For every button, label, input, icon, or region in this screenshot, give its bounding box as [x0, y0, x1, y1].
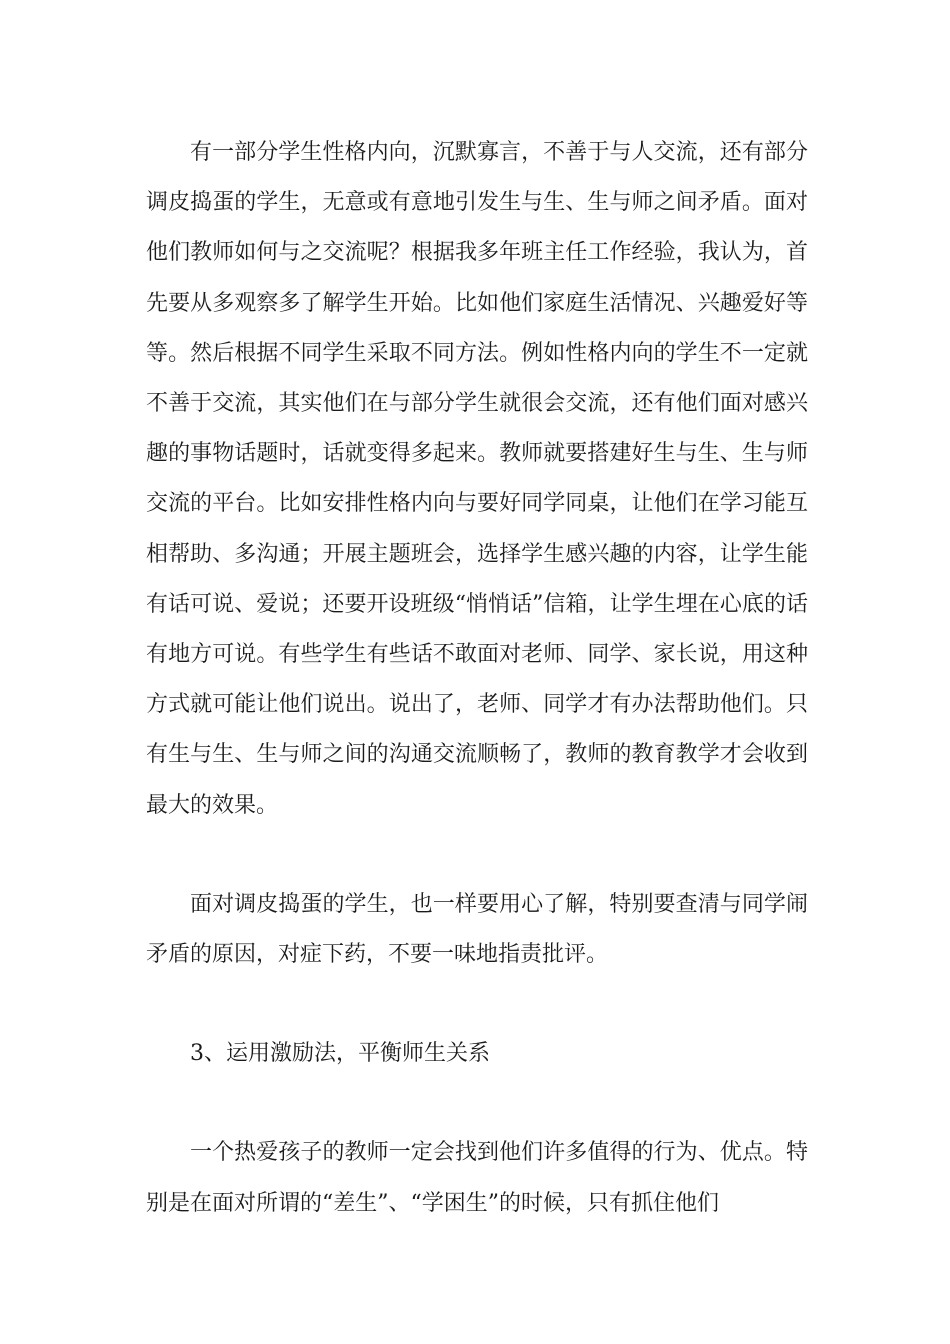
section-heading-encouragement: 3、运用激励法，平衡师生关系	[190, 1041, 490, 1067]
paragraph-loving-teacher: 一个热爱孩子的教师一定会找到他们许多值得的行为、优点。特别是在面对所谓的“差生”、“学困生”的时候，只有抓住他们	[146, 1140, 808, 1216]
document-page	[146, 128, 808, 1229]
paragraph-communication: 有一部分学生性格内向，沉默寡言，不善于与人交流，还有部分调皮捣蛋的学生，无意或有意地引发生与生、生与师之间矛盾。面对他们教师如何与之交流呢？根据我多年班主任工作经验，我认为，首先要从多观察多了解学生开始。比如他们家庭生活情况、兴趣爱好等等。然后根据不同学生采取不同方法。例如性格内向的学生不一定就不善于交流，其实他们在与部分学生就很会交流，还有他们面对感兴趣的事物话题时，话就变得多起来。教师就要搭建好生与生、生与师交流的平台。比如安排性格内向与要好同学同桌，让他们在学习能互相帮助、多沟通；开展主题班会，选择学生感兴趣的内容，让学生能有话可说、爱说；还要开设班级“悄悄话”信箱，让学生埋在心底的话有地方可说。有些学生有些话不敢面对老师、同学、家长说，用这种方式就可能让他们说出。说出了，老师、同学才有办法帮助他们。只有生与生、生与师之间的沟通交流顺畅了，教师的教育教学才会收到最大的效果。	[146, 140, 808, 818]
paragraph-mischievous-students: 面对调皮捣蛋的学生，也一样要用心了解，特别要查清与同学闹矛盾的原因，对症下药，不要一味地指责批评。	[146, 891, 808, 968]
